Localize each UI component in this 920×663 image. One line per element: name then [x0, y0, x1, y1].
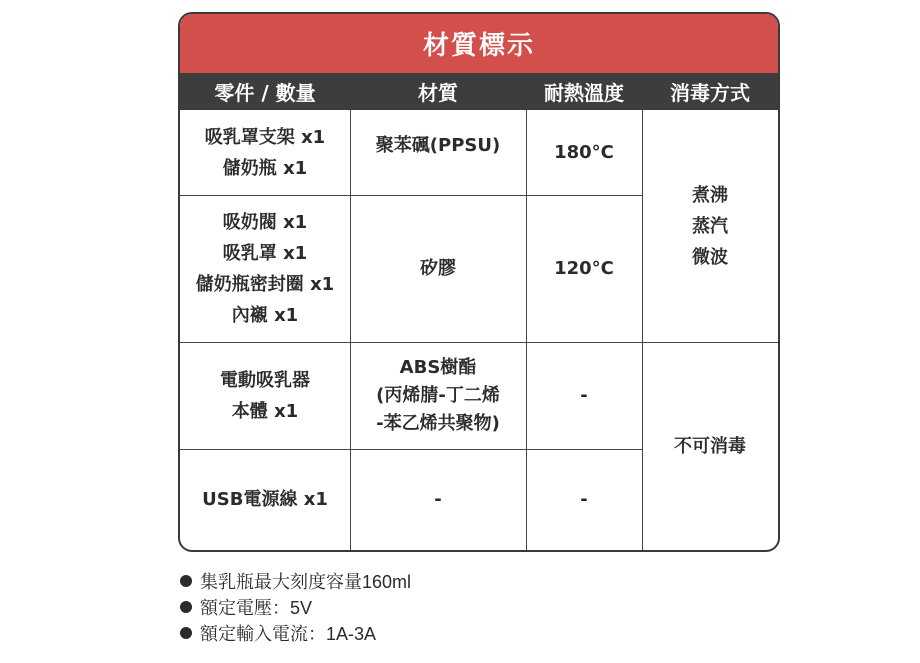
part-name: 儲奶瓶密封圈 x1: [195, 273, 335, 295]
part-name: USB電源線 x1: [202, 489, 328, 510]
disinfection-method: 蒸汽: [692, 215, 728, 237]
list-item: [180, 568, 411, 594]
list-item: [180, 620, 411, 646]
table-row: [180, 449, 350, 550]
table-row: [180, 342, 350, 449]
table-title: 材質標示: [180, 14, 778, 73]
part-name: 電動吸乳器: [220, 369, 310, 391]
heat-cell: [526, 110, 642, 195]
bullet-icon: [180, 575, 192, 587]
bullet-icon: [180, 627, 192, 639]
material-name: -: [434, 489, 442, 510]
table-row: [180, 195, 350, 342]
list-item: [180, 594, 411, 620]
notes-list: [180, 568, 411, 646]
header-disinfection: 消毒方式: [670, 81, 750, 105]
note-text: 額定電壓：5V: [200, 598, 313, 618]
part-name: 本體 x1: [231, 400, 299, 422]
heat-cell: [526, 195, 642, 342]
material-name: -苯乙烯共聚物): [376, 412, 500, 434]
heat-value: 120°C: [554, 258, 614, 279]
header-material: 材質: [418, 81, 458, 105]
material-name: 矽膠: [420, 258, 456, 279]
note-text: 集乳瓶最大刻度容量160ml: [200, 572, 412, 592]
part-name: 儲奶瓶 x1: [222, 157, 308, 179]
part-name: 吸乳罩 x1: [222, 242, 308, 264]
header-parts: 零件 / 數量: [214, 81, 316, 105]
material-name: 聚苯碸(PPSU): [375, 135, 501, 156]
bullet-icon: [180, 601, 192, 613]
part-name: 吸奶閥 x1: [222, 211, 308, 233]
part-name: 內襯 x1: [231, 304, 299, 326]
material-cell: [350, 195, 526, 342]
heat-cell: [526, 342, 642, 449]
part-name: 吸乳罩支架 x1: [204, 126, 326, 148]
header-heat-resistance: 耐熱溫度: [544, 81, 624, 105]
material-cell: [350, 342, 526, 449]
disinfection-cell: [642, 342, 778, 550]
material-cell: [350, 110, 526, 195]
disinfection-cell: [642, 110, 778, 342]
heat-value: -: [580, 489, 588, 510]
note-text: 額定輸入電流：1A-3A: [200, 624, 377, 644]
heat-value: 180°C: [554, 142, 614, 163]
disinfection-method: 微波: [692, 246, 728, 268]
material-name: ABS樹酯: [399, 356, 477, 378]
material-cell: [350, 449, 526, 550]
heat-value: -: [580, 385, 588, 406]
material-name: (丙烯腈-丁二烯: [376, 384, 500, 406]
heat-cell: [526, 449, 642, 550]
disinfection-method: 不可消毒: [674, 435, 746, 457]
disinfection-method: 煮沸: [692, 184, 728, 206]
material-table-card: [178, 12, 780, 552]
table-header-row: [180, 73, 778, 110]
table-row: [180, 110, 350, 195]
